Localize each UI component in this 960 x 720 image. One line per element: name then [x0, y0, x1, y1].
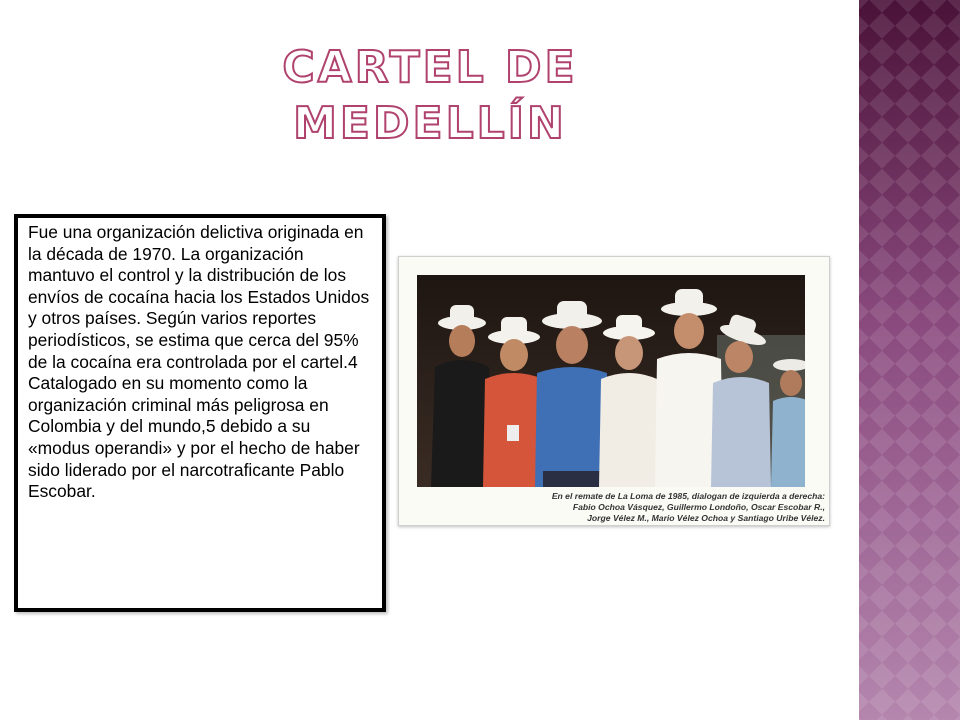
- description-text-box: [14, 214, 386, 612]
- photo-caption-line-2: Fabio Ochoa Vásquez, Guillermo Londoño, Oscar Escobar R.,: [572, 502, 825, 512]
- photo-caption-line-1: En el remate de La Loma de 1985, dialogan de izquierda a derecha:: [551, 491, 825, 501]
- description-text: Fue una organización delictiva originada en la década de 1970. La organización mantuvo el control y la distribución de los envíos de cocaína hacia los Estados Unidos y otros países. Según varios reportes periodísticos, se estima que cerca del 95% de la cocaína era controlada por el cartel.4 Catalogado en su momento como la organización criminal más peligrosa en Colombia y del mundo,5 debido a su «modus operandi» y por el hecho de haber sido liderado por el narcotraficante Pablo Escobar.: [28, 222, 370, 502]
- slide-title: CARTEL DE MEDELLÍN: [282, 42, 578, 149]
- decorative-side-strip: [856, 0, 960, 720]
- photo-caption-line-3: Jorge Vélez M., Mario Vélez Ochoa y Santiago Uribe Vélez.: [587, 513, 825, 523]
- group-photo-illustration: [417, 275, 805, 487]
- photo-card: [398, 256, 830, 526]
- group-photo-image: [417, 275, 805, 487]
- photo-caption: [495, 491, 831, 524]
